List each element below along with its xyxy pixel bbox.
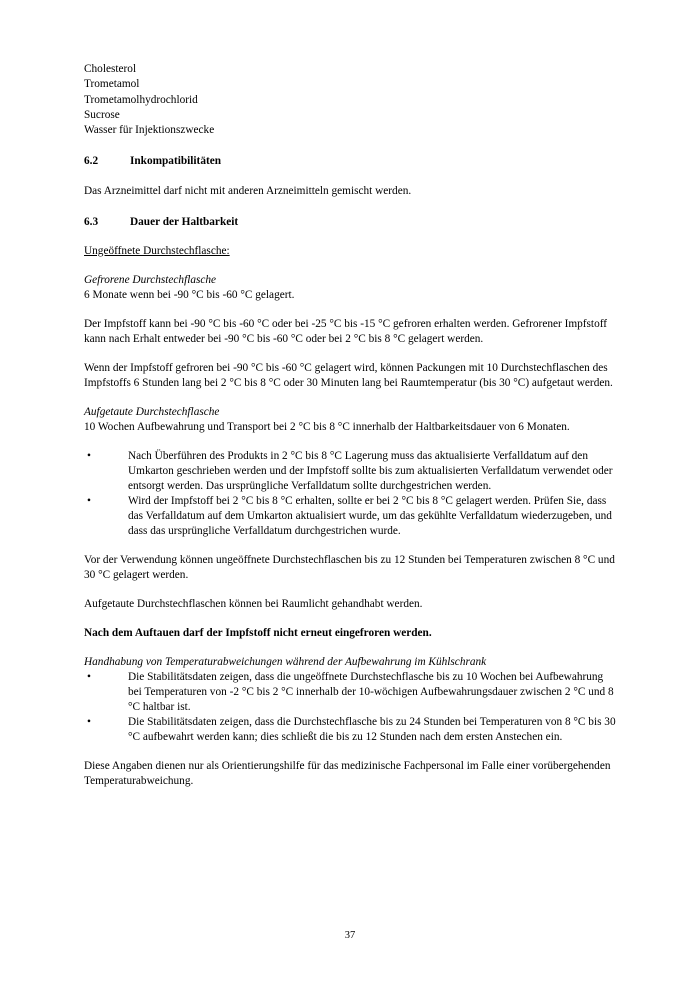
ingredient-item: Trometamol [84,78,140,91]
ingredient-item: Wasser für Injektionszwecke [84,124,215,137]
bullet-list-deviation [84,670,616,745]
list-item [84,494,616,539]
paragraph-room-light: Aufgetaute Durchstechflaschen können bei Raumlicht gehandhabt werden. [84,597,423,610]
ingredient-item: Sucrose [84,108,120,121]
paragraph-before-use: Vor der Verwendung können ungeöffnete Durchstechflaschen bis zu 12 Stunden bei Temperaturen zwischen 8 °C und 30 °C gelagert werden. [84,553,615,581]
storage-paragraph-1: Der Impfstoff kann bei -90 °C bis -60 °C oder bei -25 °C bis -15 °C gefroren erhalten werden. Gefrorener Impfstoff kann nach Erhalt entweder bei -90 °C bis -60 °C oder bei 2 °C bis 8 °C gelagert werden. [84,317,608,345]
bullet-icon: • [87,494,91,507]
ingredient-item: Trometamolhydrochlorid [84,93,198,106]
section-heading-6-3 [84,215,616,230]
subheading-unopened-vial: Ungeöffnete Durchstechflasche: [84,244,230,257]
ingredient-list [84,62,616,138]
warning-no-refreeze: Nach dem Auftauen darf der Impfstoff nicht erneut eingefroren werden. [84,626,432,639]
bullet-icon: • [87,670,91,683]
bullet-icon: • [87,449,91,462]
list-item [84,670,616,715]
section-number: 6.3 [84,215,99,228]
label-thawed-vial: Aufgetaute Durchstechflasche [84,405,220,418]
ingredient-item: Cholesterol [84,63,137,75]
page-number: 37 [344,930,356,941]
section-number: 6.2 [84,155,99,168]
frozen-storage-line: 6 Monate wenn bei -90 °C bis -60 °C gelagert. [84,288,295,301]
paragraph-guidance: Diese Angaben dienen nur als Orientierungshilfe für das medizinische Fachpersonal im Falle einer vorübergehenden Temperaturabweichung. [84,759,611,787]
list-item-text: Wird der Impfstoff bei 2 °C bis 8 °C erhalten, sollte er bei 2 °C bis 8 °C gelagert werden. Prüfen Sie, dass das Verfalldatum auf dem Umkarton aktualisiert wurde, um das gekühlte Verfalldatum wiederzugeben, und dass das ursprüngliche Verfalldatum durchgestrichen wurde. [128,494,612,537]
section-heading-6-2 [84,154,616,169]
page-content [84,62,616,789]
section-title: Inkompatibilitäten [130,155,222,168]
label-frozen-vial: Gefrorene Durchstechflasche [84,273,217,286]
section-6-2-body: Das Arzneimittel darf nicht mit anderen Arzneimitteln gemischt werden. [84,184,412,197]
list-item-text: Nach Überführen des Produkts in 2 °C bis 8 °C Lagerung muss das aktualisierte Verfalldatum auf den Umkarton geschrieben werden und der Impfstoff sollte bis zum aktualisierten Verfalldatum verwendet oder entsorgt werden. Das ursprüngliche Verfalldatum sollte durchgestrichen werden. [128,449,613,492]
bullet-icon: • [87,715,91,728]
list-item [84,449,616,494]
thawed-storage-line: 10 Wochen Aufbewahrung und Transport bei 2 °C bis 8 °C innerhalb der Haltbarkeitsdauer von 6 Monaten. [84,420,570,433]
section-title: Dauer der Haltbarkeit [130,215,239,228]
bullet-list-thawed [84,449,616,539]
heading-temperature-deviation: Handhabung von Temperaturabweichungen während der Aufbewahrung im Kühlschrank [84,655,487,668]
list-item-text: Die Stabilitätsdaten zeigen, dass die ungeöffnete Durchstechflasche bis zu 10 Wochen bei Aufbewahrung bei Temperaturen von -2 °C bis 2 °C innerhalb der 10-wöchigen Aufbewahrungsdauer zwischen 2 °C und 8 °C haltbar ist. [128,670,614,713]
list-item [84,715,616,745]
storage-paragraph-2: Wenn der Impfstoff gefroren bei -90 °C bis -60 °C gelagert wird, können Packungen mit 10 Durchstechflaschen des Impfstoffs 6 Stunden lang bei 2 °C bis 8 °C oder 30 Minuten lang bei Raumtemperatur (bis 30 °C) aufgetaut werden. [84,361,613,389]
list-item-text: Die Stabilitätsdaten zeigen, dass die Durchstechflasche bis zu 24 Stunden bei Temperaturen von 8 °C bis 30 °C aufbewahrt werden kann; dies schließt die bis zu 12 Stunden nach dem ersten Anstechen ein. [128,715,616,743]
